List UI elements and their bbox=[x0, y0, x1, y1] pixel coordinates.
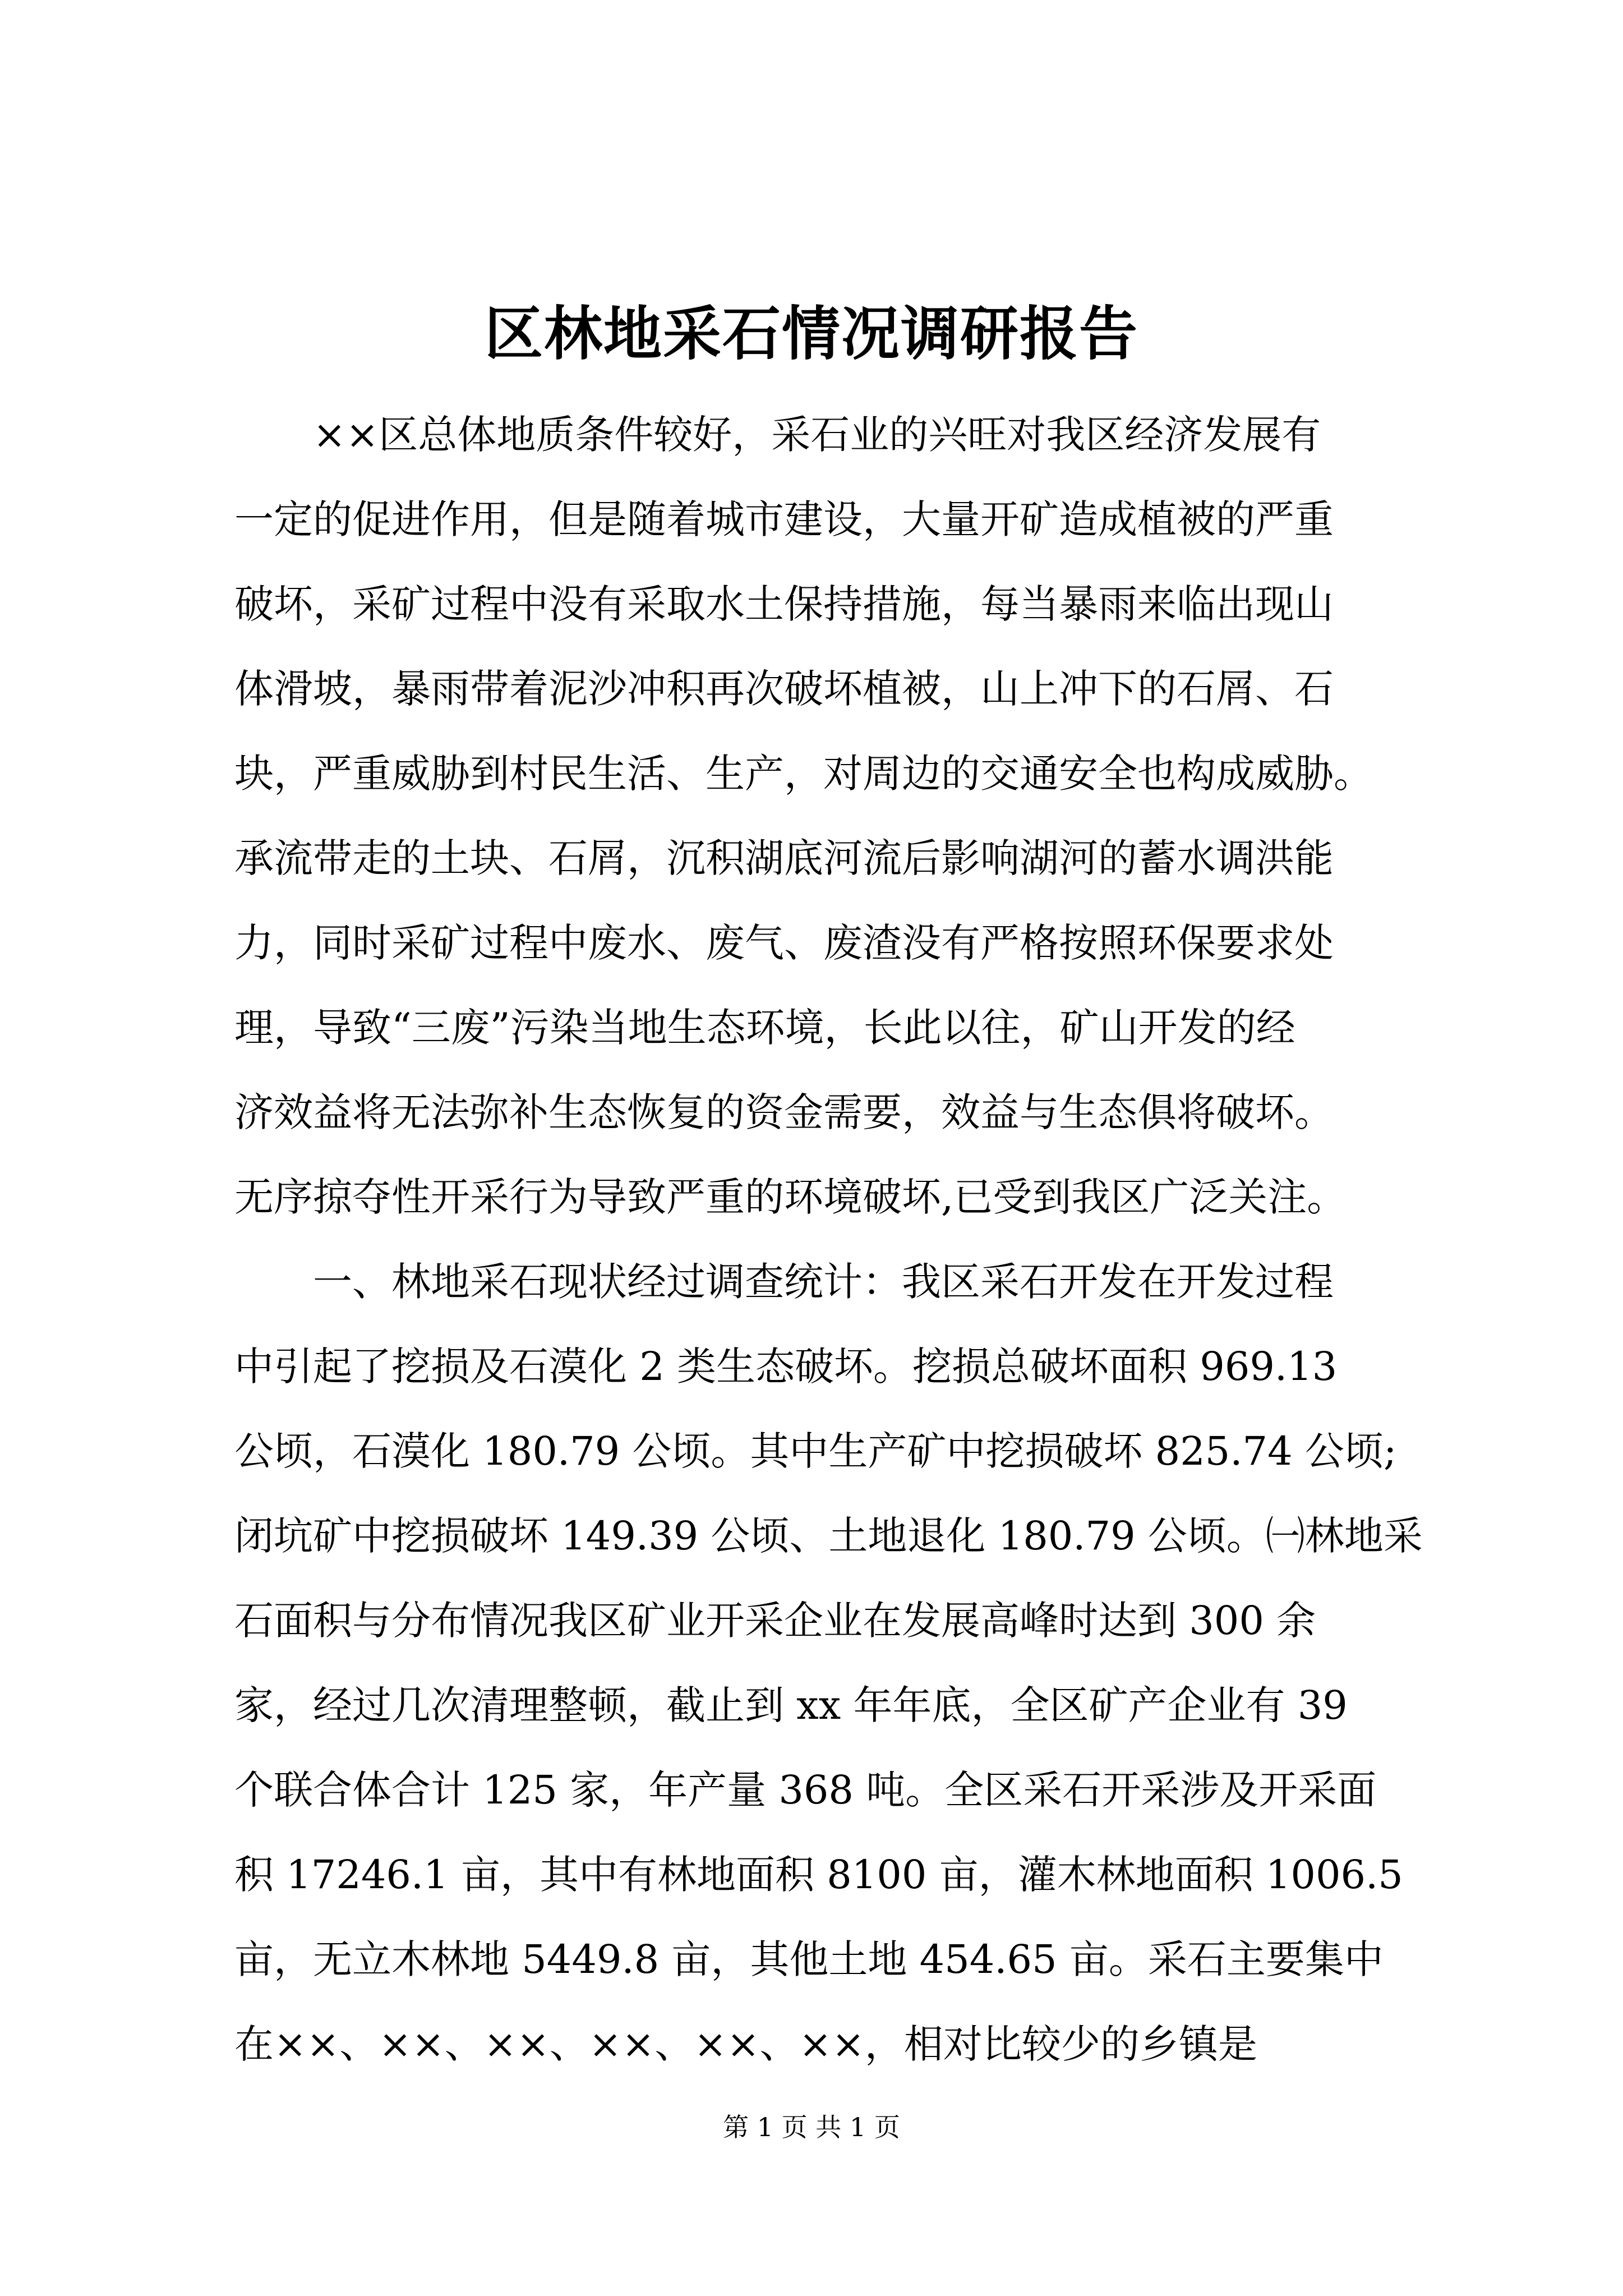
paragraph-line: 个联合体合计 125 家，年产量 368 吨。全区采石开采涉及开采面 bbox=[234, 1767, 1377, 1813]
paragraph-line: 公顷，石漠化 180.79 公顷。其中生产矿中挖损破坏 825.74 公顷; bbox=[234, 1428, 1397, 1474]
paragraph-line: 破坏，采矿过程中没有采取水土保持措施，每当暴雨来临出现山 bbox=[234, 581, 1334, 627]
paragraph-line: 石面积与分布情况我区矿业开采企业在发展高峰时达到 300 余 bbox=[234, 1598, 1316, 1644]
paragraph-line: 亩，无立木林地 5449.8 亩，其他土地 454.65 亩。采石主要集中 bbox=[234, 1936, 1384, 1982]
paragraph-line: 一定的促进作用，但是随着城市建设，大量开矿造成植被的严重 bbox=[234, 496, 1334, 542]
paragraph-line: 济效益将无法弥补生态恢复的资金需要，效益与生态俱将破坏。 bbox=[234, 1089, 1334, 1135]
document-title: 区林地采石情况调研报告 bbox=[484, 299, 1138, 368]
paragraph-line: 理，导致“三废”污染当地生态环境，长此以往，矿山开发的经 bbox=[234, 1005, 1295, 1051]
page-footer: 第 1 页 共 1 页 bbox=[723, 2112, 900, 2142]
paragraph-line: 力，同时采矿过程中废水、废气、废渣没有严格按照环保要求处 bbox=[234, 920, 1334, 966]
document-body bbox=[234, 393, 1423, 2087]
paragraph-line: 体滑坡，暴雨带着泥沙冲积再次破坏植被，山上冲下的石屑、石 bbox=[234, 666, 1334, 712]
paragraph-line: 承流带走的土块、石屑，沉积湖底河流后影响湖河的蓄水调洪能 bbox=[234, 835, 1334, 881]
paragraph-line: 在××、××、××、××、××、××，相对比较少的乡镇是 bbox=[234, 2021, 1257, 2067]
paragraph-line: 家，经过几次清理整顿，截止到 xx 年年底，全区矿产企业有 39 bbox=[234, 1682, 1348, 1728]
paragraph-line: 块，严重威胁到村民生活、生产，对周边的交通安全也构成威胁。 bbox=[234, 751, 1373, 797]
paragraph-line: 无序掠夺性开采行为导致严重的环境破坏,已受到我区广泛关注。 bbox=[234, 1174, 1347, 1220]
paragraph-line: ××区总体地质条件较好，采石业的兴旺对我区经济发展有 bbox=[313, 412, 1321, 458]
paragraph-line: 一、林地采石现状经过调查统计：我区采石开发在开发过程 bbox=[313, 1259, 1334, 1305]
paragraph-line: 积 17246.1 亩，其中有林地面积 8100 亩，灌木林地面积 1006.5 bbox=[234, 1852, 1403, 1898]
paragraph-line: 闭坑矿中挖损破坏 149.39 公顷、土地退化 180.79 公顷。㈠林地采 bbox=[234, 1513, 1423, 1559]
paragraph-line: 中引起了挖损及石漠化 2 类生态破坏。挖损总破坏面积 969.13 bbox=[234, 1343, 1338, 1389]
